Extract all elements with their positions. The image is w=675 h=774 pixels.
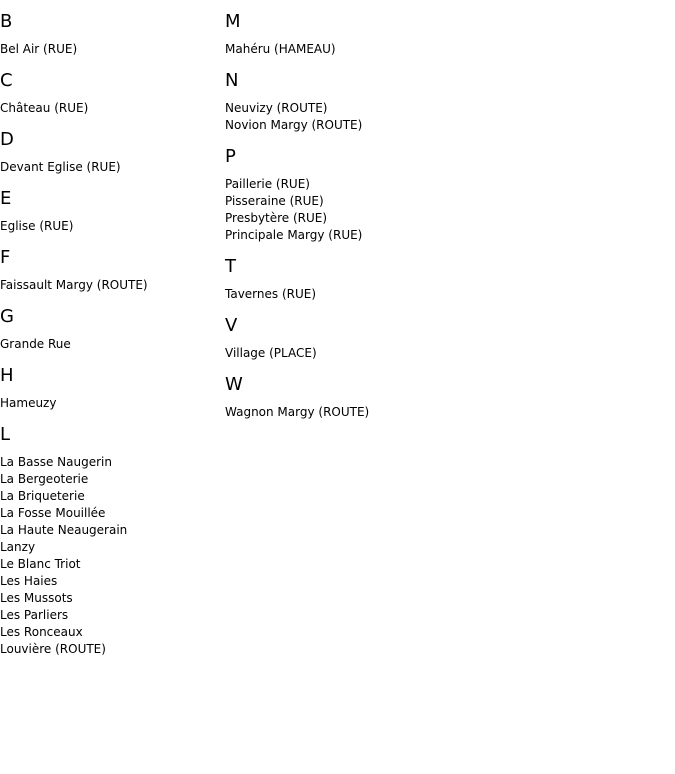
street-name: Pisseraine (RUE) <box>225 194 324 208</box>
letter-heading: F <box>0 247 11 268</box>
street-list <box>0 100 220 117</box>
letter-group-g <box>0 306 220 353</box>
letter-heading: N <box>225 70 239 91</box>
letter-group-b <box>0 11 220 58</box>
letter-group-f <box>0 247 220 294</box>
letter-group-w <box>225 374 525 421</box>
street-list <box>0 41 220 58</box>
street-name: Neuvizy (ROUTE) <box>225 101 328 115</box>
street-name: Château (RUE) <box>0 101 89 115</box>
letter-group-l <box>0 424 220 658</box>
street-list <box>225 41 525 58</box>
letter-heading: W <box>225 374 243 395</box>
street-name: Eglise (RUE) <box>0 219 74 233</box>
street-name: Tavernes (RUE) <box>225 287 317 301</box>
street-name: Lanzy <box>0 540 36 554</box>
letter-group-n <box>225 70 525 134</box>
street-name: Devant Eglise (RUE) <box>0 160 121 174</box>
street-name: Wagnon Margy (ROUTE) <box>225 405 370 419</box>
street-name: Les Mussots <box>0 591 73 605</box>
street-name: La Haute Neaugerain <box>0 523 128 537</box>
letter-group-v <box>225 315 525 362</box>
street-list <box>0 395 220 412</box>
street-name: Les Haies <box>0 574 58 588</box>
street-name: Principale Margy (RUE) <box>225 228 363 242</box>
street-name: Le Blanc Triot <box>0 557 81 571</box>
letter-group-m <box>225 11 525 58</box>
street-list <box>0 336 220 353</box>
street-index-left-column <box>0 0 220 670</box>
street-name: Grande Rue <box>0 337 71 351</box>
letter-group-c <box>0 70 220 117</box>
street-name: Hameuzy <box>0 396 57 410</box>
letter-heading: V <box>225 315 238 336</box>
street-name: La Bergeoterie <box>0 472 89 486</box>
letter-group-d <box>0 129 220 176</box>
street-index-right-column <box>225 0 525 433</box>
street-name: Paillerie (RUE) <box>225 177 310 191</box>
street-name: La Basse Naugerin <box>0 455 112 469</box>
street-name: Louvière (ROUTE) <box>0 642 106 656</box>
street-list <box>225 345 525 362</box>
street-name: Novion Margy (ROUTE) <box>225 118 363 132</box>
street-name: Village (PLACE) <box>225 346 317 360</box>
letter-group-t <box>225 256 525 303</box>
letter-heading: L <box>0 424 11 445</box>
letter-group-h <box>0 365 220 412</box>
street-list <box>225 100 525 134</box>
street-list <box>225 404 525 421</box>
street-name: Bel Air (RUE) <box>0 42 78 56</box>
letter-heading: T <box>225 256 236 277</box>
street-list <box>0 454 220 658</box>
letter-heading: G <box>0 306 14 327</box>
street-list <box>0 277 220 294</box>
letter-heading: B <box>0 11 13 32</box>
street-list <box>0 218 220 235</box>
letter-heading: C <box>0 70 13 91</box>
street-name: Les Parliers <box>0 608 69 622</box>
street-list <box>0 159 220 176</box>
street-name: Faissault Margy (ROUTE) <box>0 278 148 292</box>
street-list <box>225 286 525 303</box>
letter-group-e <box>0 188 220 235</box>
letter-heading: H <box>0 365 14 386</box>
letter-group-p <box>225 146 525 244</box>
street-name: La Fosse Mouillée <box>0 506 106 520</box>
street-name: Presbytère (RUE) <box>225 211 328 225</box>
street-name: Les Ronceaux <box>0 625 83 639</box>
street-name: Mahéru (HAMEAU) <box>225 42 336 56</box>
street-list <box>225 176 525 244</box>
letter-heading: M <box>225 11 241 32</box>
letter-heading: P <box>225 146 236 167</box>
street-name: La Briqueterie <box>0 489 85 503</box>
letter-heading: E <box>0 188 12 209</box>
letter-heading: D <box>0 129 14 150</box>
